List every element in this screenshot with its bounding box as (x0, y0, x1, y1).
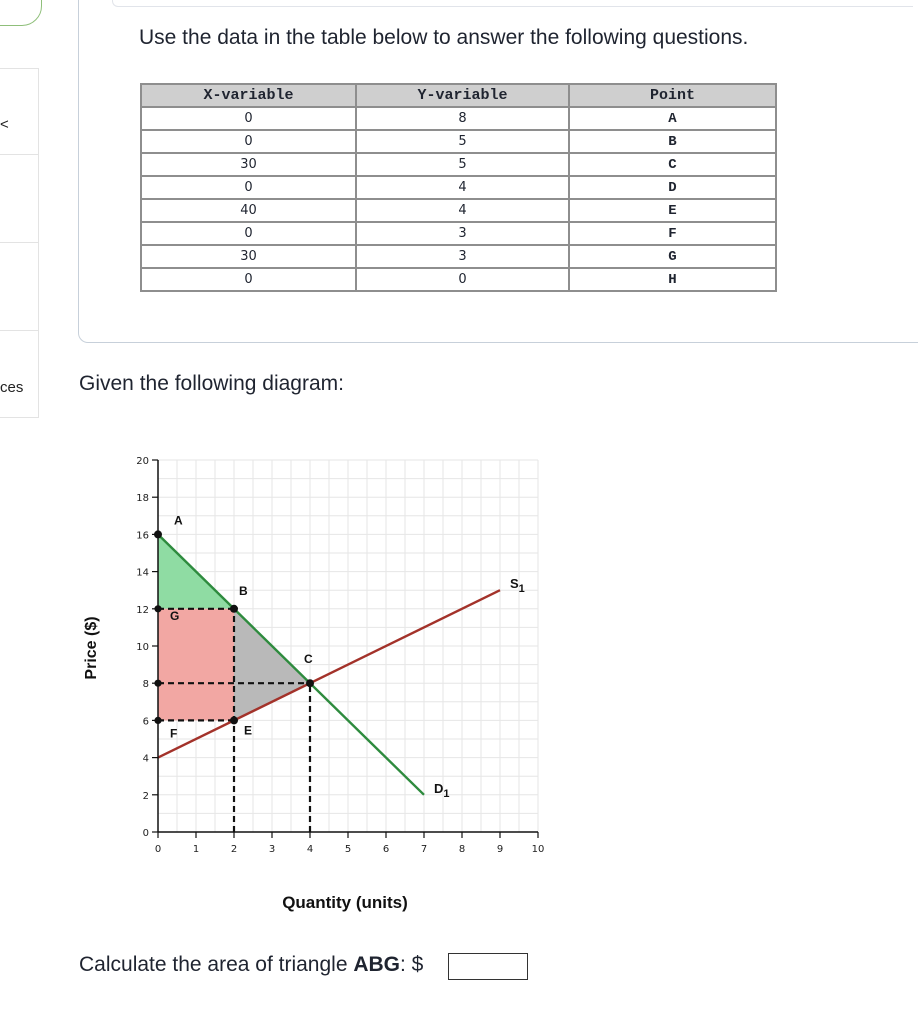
cell-point: D (569, 176, 776, 199)
cell-point: F (569, 222, 776, 245)
rail-card[interactable] (0, 242, 39, 331)
point-label-c: C (304, 652, 313, 667)
table-row (141, 176, 776, 199)
point-label-b: B (239, 583, 248, 598)
y-tick-label: 10 (136, 642, 149, 653)
x-tick-label: 1 (192, 844, 200, 855)
answer-input[interactable] (448, 953, 528, 980)
prompt-bold: ABG (353, 953, 401, 976)
table-row (141, 153, 776, 176)
y-axis-label: Price ($) (83, 616, 100, 680)
cell-point: G (569, 245, 776, 268)
cell-point: C (569, 153, 776, 176)
cell-y: 4 (356, 176, 569, 199)
data-table (140, 83, 777, 292)
x-tick-label: 3 (268, 844, 276, 855)
y-tick-label: 0 (142, 828, 149, 839)
cell-x: 0 (141, 107, 356, 130)
series-label-subscript: 1 (518, 583, 525, 596)
x-tick-label: 8 (458, 844, 466, 855)
rail-card[interactable] (0, 154, 39, 243)
rail-chevron-icon[interactable]: < (0, 116, 9, 133)
table-row (141, 268, 776, 291)
cell-x: 0 (141, 130, 356, 153)
point-label-e: E (244, 723, 253, 738)
table-row (141, 245, 776, 268)
point-a (154, 530, 162, 538)
point-e (230, 716, 238, 724)
cell-point: E (569, 199, 776, 222)
prompt-suffix: : $ (400, 953, 424, 976)
x-tick-label: 4 (306, 844, 314, 855)
y-tick-label: 14 (136, 567, 149, 579)
left-rail (0, 0, 40, 420)
x-axis-label: Quantity (units) (282, 893, 408, 912)
point-c (306, 679, 314, 687)
diagram-intro: Given the following diagram: (79, 372, 344, 395)
point-label-f: F (170, 726, 178, 741)
table-row (141, 130, 776, 153)
table-row (141, 199, 776, 222)
rail-card[interactable] (0, 330, 39, 418)
y-tick-label: 6 (142, 716, 149, 728)
x-tick-label: 2 (230, 844, 238, 855)
cell-y: 4 (356, 199, 569, 222)
cell-point: B (569, 130, 776, 153)
cell-x: 30 (141, 153, 356, 176)
x-tick-label: 0 (154, 844, 162, 855)
table-row (141, 107, 776, 130)
y-tick-label: 16 (136, 530, 149, 542)
cell-x: 0 (141, 268, 356, 291)
header-y-variable: Y-variable (356, 84, 569, 107)
y-tick-label: 18 (136, 493, 149, 505)
series-label-subscript: 1 (443, 787, 450, 800)
y-tick-label: 20 (136, 456, 149, 467)
supply-demand-chart (70, 440, 570, 920)
y-tick-label: 4 (142, 753, 149, 765)
series-label-s1: $S_1$ (510, 576, 525, 596)
point-label-g: G (170, 608, 180, 623)
point-b (230, 605, 238, 613)
rail-card[interactable] (0, 68, 39, 155)
cell-y: 5 (356, 153, 569, 176)
prompt-prefix: Calculate the area of triangle (79, 953, 354, 976)
header-x-variable: X-variable (141, 84, 356, 107)
series-label-d1: $D_1$ (434, 780, 450, 800)
cell-x: 0 (141, 176, 356, 199)
table-row (141, 222, 776, 245)
instruction-text: Use the data in the table below to answer the following questions. (139, 26, 749, 49)
calc-prompt (79, 953, 423, 977)
rail-pill[interactable] (0, 0, 42, 26)
x-tick-label: 5 (344, 844, 352, 855)
cell-y: 5 (356, 130, 569, 153)
header-point: Point (569, 84, 776, 107)
cell-x: 30 (141, 245, 356, 268)
x-tick-label: 6 (382, 844, 390, 855)
cell-x: 0 (141, 222, 356, 245)
axis-dot (154, 717, 161, 724)
table-header-row (141, 84, 776, 107)
x-tick-label: 7 (420, 844, 428, 855)
cell-point: H (569, 268, 776, 291)
cell-y: 8 (356, 107, 569, 130)
y-tick-label: 8 (142, 679, 149, 691)
rail-label-resources[interactable]: ces (0, 379, 24, 396)
axis-dot (154, 680, 161, 687)
cell-y: 0 (356, 268, 569, 291)
cell-y: 3 (356, 222, 569, 245)
rect-G-F (158, 609, 234, 721)
x-tick-label: 10 (531, 844, 545, 855)
cell-point: A (569, 107, 776, 130)
y-tick-label: 2 (142, 790, 149, 802)
axis-dot (154, 605, 161, 612)
cell-x: 40 (141, 199, 356, 222)
x-tick-label: 9 (496, 844, 504, 855)
y-tick-label: 12 (136, 604, 149, 616)
point-label-a: A (174, 513, 183, 528)
cell-y: 3 (356, 245, 569, 268)
